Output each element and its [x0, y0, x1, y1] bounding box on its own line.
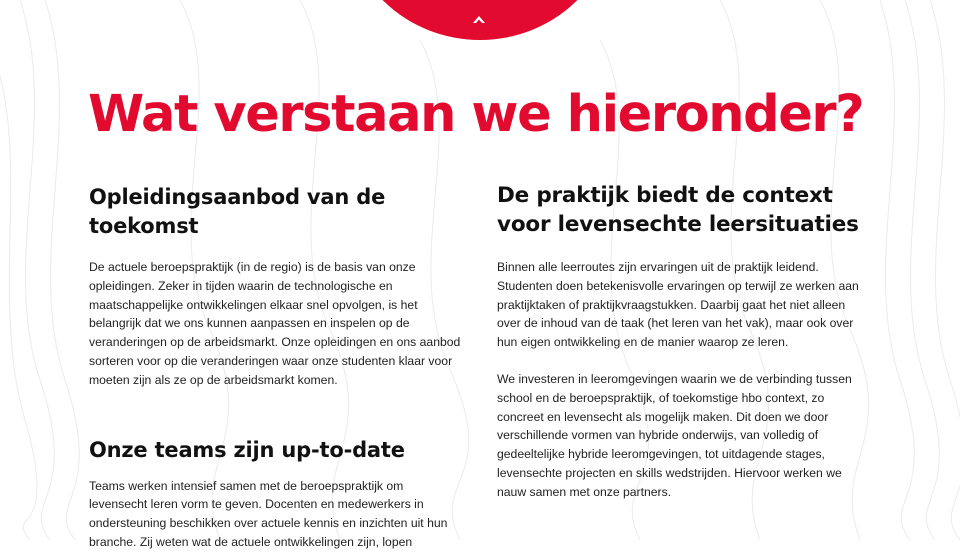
scroll-to-top-button[interactable] — [470, 12, 488, 26]
page-title: Wat verstaan we hieronder? — [88, 85, 864, 144]
section-body-praktijk-2: We investeren in leeromgevingen waarin we de verbinding tussen school en de beroepspraktijk, of toekomstige hbo context, zo concreet en levensecht als mogelijk maken. Dit doen we door verschillende vormen van hybride onderwijs, van volledig of gedeeltelijke hybride leeromgevingen, tot uitdagende stages, levensechte projecten en skills wedstrijden. Hiervoor werken we nauw samen met onze partners. — [497, 371, 852, 499]
section-praktijk — [497, 181, 872, 502]
section-body-opleidingsaanbod: De actuele beroepspraktijk (in de regio) is de basis van onze opleidingen. Zeker in tijden waarin de technologische en maatschappelijke ontwikkelingen elkaar snel opvolgen, is het belangrijk dat we ons kunnen aanpassen en inspelen op de veranderingen op de arbeidsmarkt. Onze opleidingen en ons aanbod sorteren voor op die veranderingen waar onze studenten klaar voor moeten zijn als ze op de arbeidsmarkt komen. — [89, 260, 461, 387]
section-heading-teams: Onze teams zijn up-to-date — [89, 437, 405, 462]
right-column — [497, 181, 872, 502]
section-body-praktijk-1: Binnen alle leerroutes zijn ervaringen uit de praktijk leidend. Studenten doen betekenisvolle ervaringen op terwijl ze werken aan praktijktaken of praktijkvraagstukken. Daarbij gaat het niet alleen over de inhoud van de taak (het leren van het vak), maar ook over hun eigen ontwikkeling en de manier waarop ze leren. — [497, 260, 859, 350]
section-heading-opleidingsaanbod: Opleidingsaanbod van de toekomst — [89, 185, 386, 238]
section-body-teams: Teams werken intensief samen met de beroepspraktijk om levensecht leren vorm te geven. Docenten en medewerkers in ondersteuning beschikken over actuele kennis en inzichten uit hun branche. Zij weten wat de actuele ontwikkelingen zijn, lopen — [89, 478, 448, 549]
chevron-up-icon — [471, 13, 487, 25]
section-opleidingsaanbod — [89, 183, 464, 390]
section-teams — [89, 436, 464, 552]
left-column — [89, 183, 464, 552]
section-heading-praktijk: De praktijk biedt de context voor levensechte leersituaties — [497, 183, 859, 237]
